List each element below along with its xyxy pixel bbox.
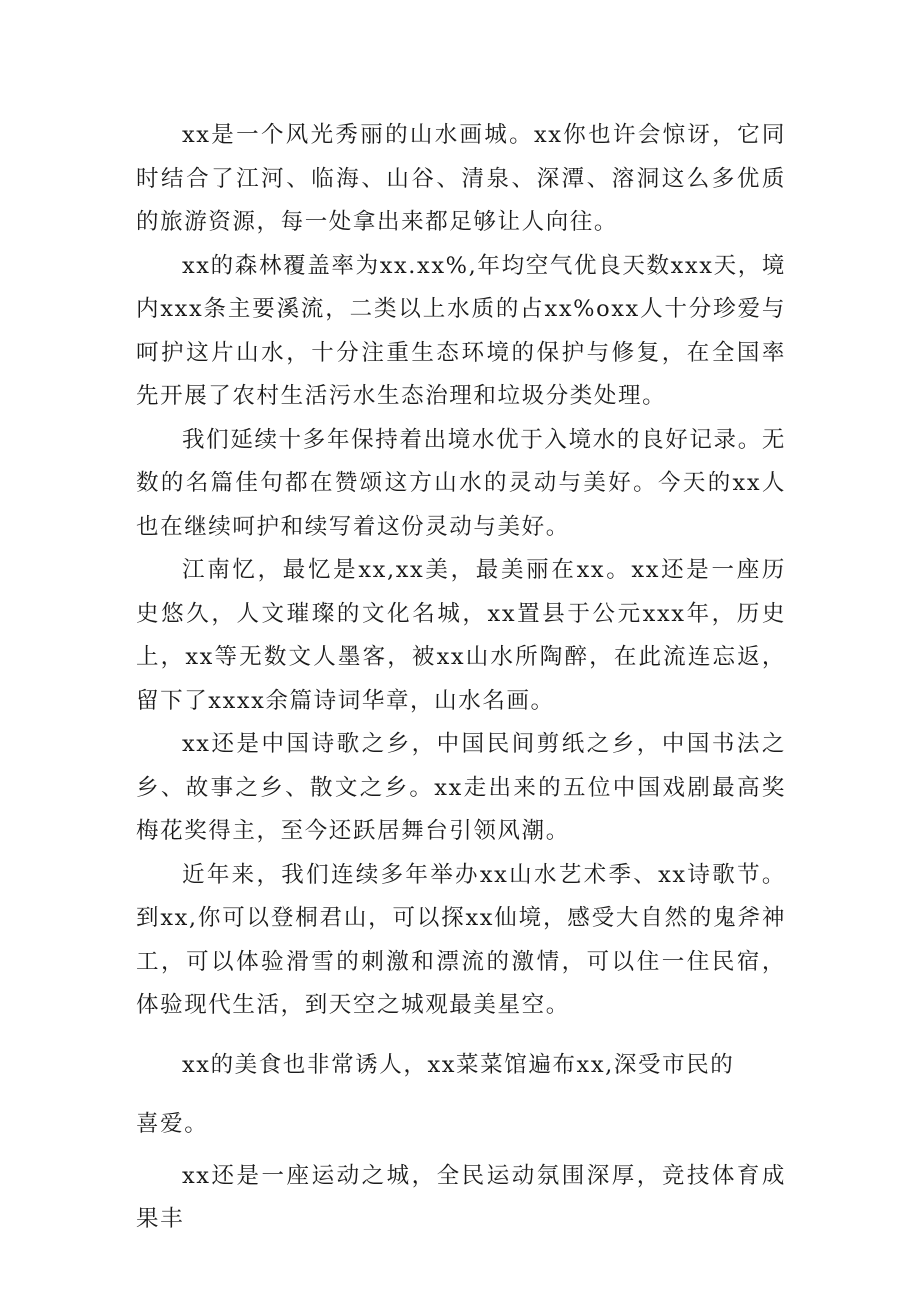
paragraph-food-continued: 喜爱。 [136, 1111, 209, 1137]
paragraph-sports: xx还是一座运动之城，全民运动氛围深厚，竞技体育成果丰 [136, 1162, 786, 1232]
paragraph-food: xx的美食也非常诱人，xx菜菜馆遍布xx,深受市民的 [182, 1051, 735, 1078]
paragraph-scenery: xx是一个风光秀丽的山水画城。xx你也许会惊讶，它同时结合了江河、临海、山谷、清泉、深潭、溶洞这么多优质的旅游资源，每一处拿出来都足够让人向往。 [136, 122, 786, 235]
paragraph-ecology: xx的森林覆盖率为xx.xx%,年均空气优良天数xxx天，境内xxx条主要溪流，二类以上水质的占xx%oxx人十分珍爱与呵护这片山水，十分注重生态环境的保护与修复，在全国率先开展了农村生活污水生态治理和垃圾分类处理。 [136, 252, 786, 409]
paragraph-water-record: 我们延续十多年保持着出境水优于入境水的良好记录。无数的名篇佳句都在赞颂这方山水的灵动与美好。今天的xx人也在继续呵护和续写着这份灵动与美好。 [136, 426, 786, 540]
paragraph-activities: 近年来，我们连续多年举办xx山水艺术季、xx诗歌节。到xx,你可以登桐君山，可以探xx仙境，感受大自然的鬼斧神工，可以体验滑雪的刺激和漂流的激情，可以住一住民宿，体验现代生活，到天空之城观最美星空。 [136, 861, 786, 1018]
document-body [136, 114, 786, 1242]
paragraph-culture: xx还是中国诗歌之乡，中国民间剪纸之乡，中国书法之乡、故事之乡、散文之乡。xx走出来的五位中国戏剧最高奖梅花奖得主，至今还跃居舞台引领风潮。 [136, 731, 786, 844]
paragraph-history: 江南忆，最忆是xx,xx美，最美丽在xx。xx还是一座历史悠久，人文璀璨的文化名城，xx置县于公元xxx年，历史上，xx等无数文人墨客，被xx山水所陶醉，在此流连忘返，留下了xxxx余篇诗词华章，山水名画。 [136, 557, 786, 714]
